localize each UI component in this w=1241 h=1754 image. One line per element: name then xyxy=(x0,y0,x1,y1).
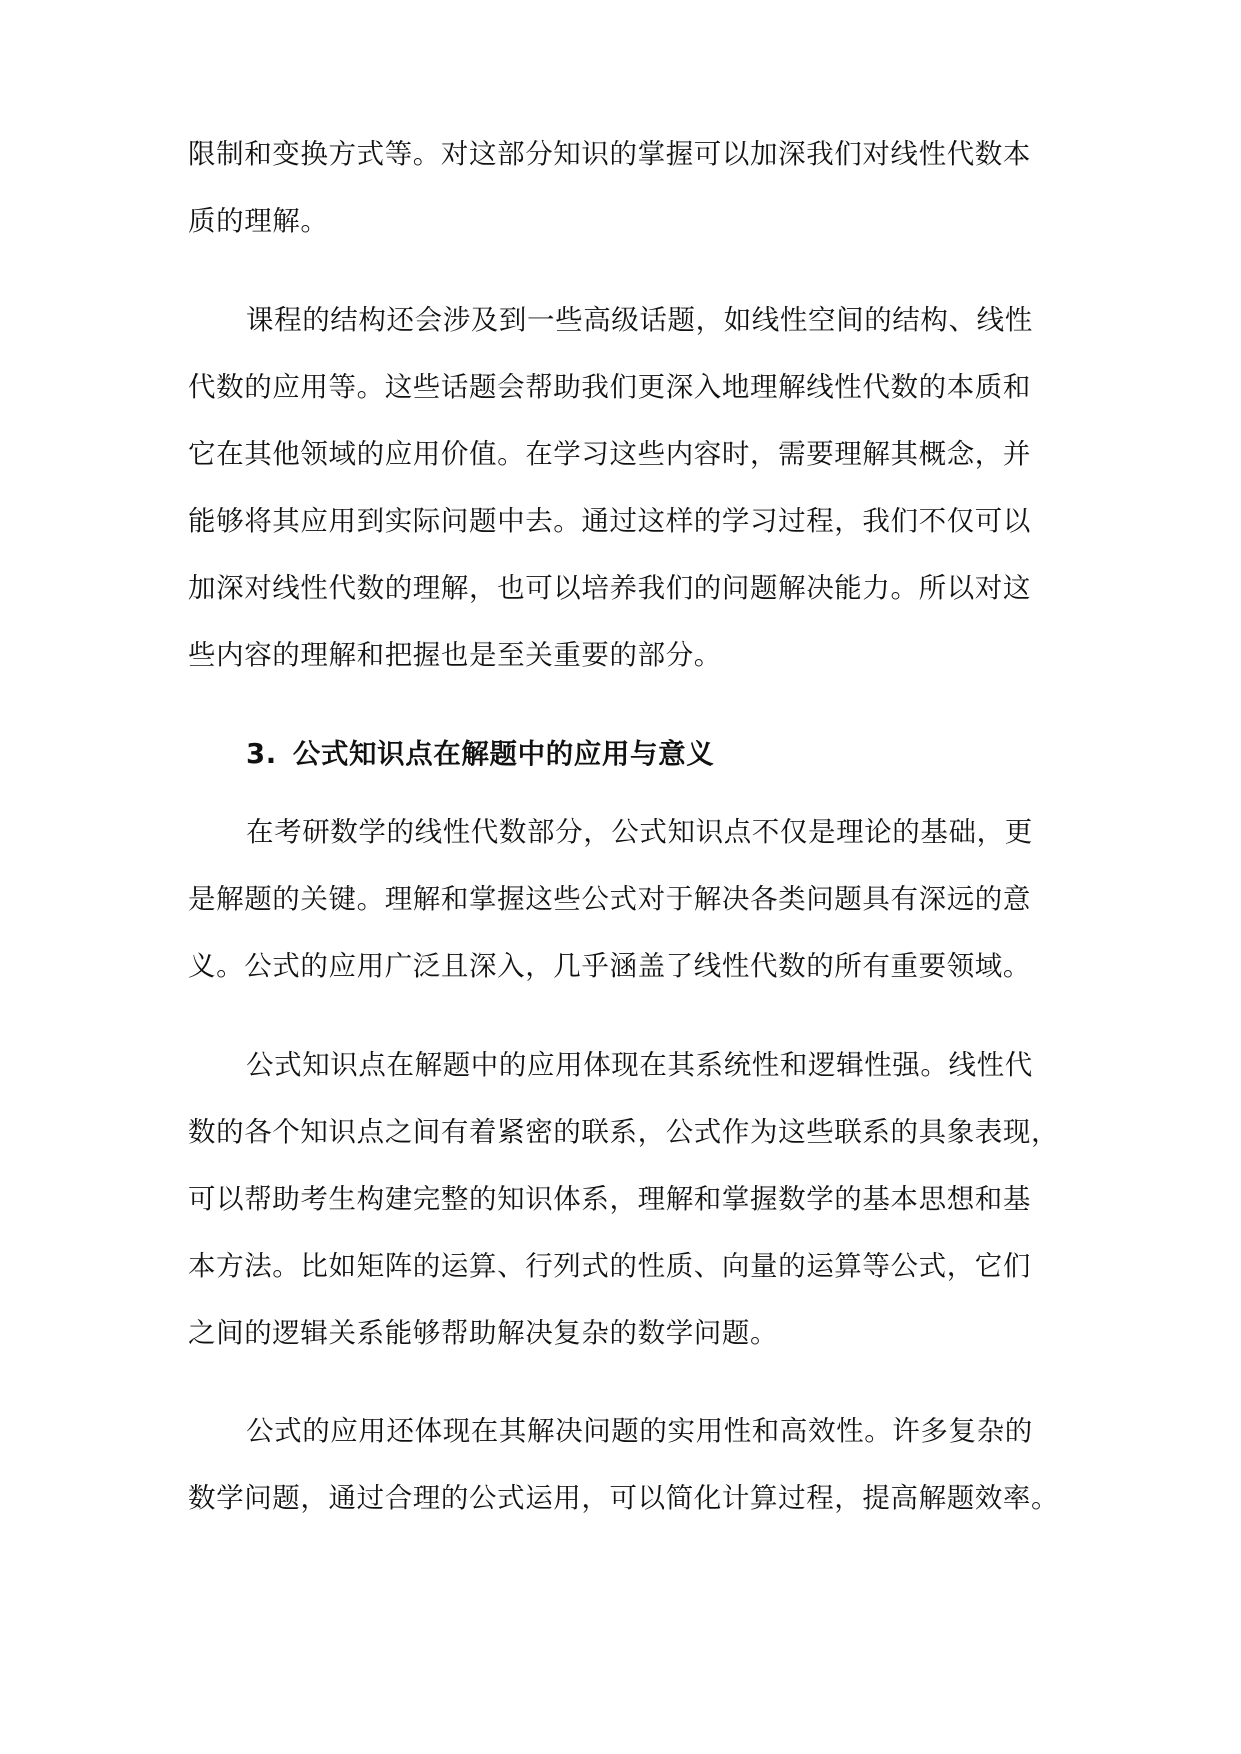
paragraph-2-line-5: 加深对线性代数的理解，也可以培养我们的问题解决能力。所以对这 xyxy=(188,572,1031,604)
paragraph-2-line-1: 课程的结构还会涉及到一些高级话题，如线性空间的结构、线性 xyxy=(246,304,1033,336)
paragraph-4-line-4: 本方法。比如矩阵的运算、行列式的性质、向量的运算等公式，它们 xyxy=(188,1250,1031,1282)
paragraph-4-line-5: 之间的逻辑关系能够帮助解决复杂的数学问题。 xyxy=(188,1317,779,1349)
paragraph-5-line-2: 数学问题，通过合理的公式运用，可以简化计算过程，提高解题效率。 xyxy=(188,1482,1060,1514)
paragraph-4-line-2: 数的各个知识点之间有着紧密的联系，公式作为这些联系的具象表现， xyxy=(188,1116,1060,1148)
paragraph-5-line-1: 公式的应用还体现在其解决问题的实用性和高效性。许多复杂的 xyxy=(246,1415,1033,1447)
paragraph-4-line-1: 公式知识点在解题中的应用体现在其系统性和逻辑性强。线性代 xyxy=(246,1049,1033,1081)
paragraph-1-line-1: 限制和变换方式等。对这部分知识的掌握可以加深我们对线性代数本 xyxy=(188,138,1031,170)
paragraph-3-line-1: 在考研数学的线性代数部分，公式知识点不仅是理论的基础，更 xyxy=(246,816,1033,848)
section-title: 公式知识点在解题中的应用与意义 xyxy=(292,738,715,770)
section-heading xyxy=(246,734,714,774)
paragraph-2-line-4: 能够将其应用到实际问题中去。通过这样的学习过程，我们不仅可以 xyxy=(188,505,1031,537)
paragraph-1-line-2: 质的理解。 xyxy=(188,205,329,237)
paragraph-3-line-2: 是解题的关键。理解和掌握这些公式对于解决各类问题具有深远的意 xyxy=(188,883,1031,915)
paragraph-2-line-6: 些内容的理解和把握也是至关重要的部分。 xyxy=(188,639,722,671)
section-number: 3. xyxy=(246,738,277,770)
paragraph-3-line-3: 义。公式的应用广泛且深入，几乎涵盖了线性代数的所有重要领域。 xyxy=(188,950,1031,982)
paragraph-4-line-3: 可以帮助考生构建完整的知识体系，理解和掌握数学的基本思想和基 xyxy=(188,1183,1031,1215)
paragraph-2-line-2: 代数的应用等。这些话题会帮助我们更深入地理解线性代数的本质和 xyxy=(188,371,1031,403)
paragraph-2-line-3: 它在其他领域的应用价值。在学习这些内容时，需要理解其概念，并 xyxy=(188,438,1031,470)
